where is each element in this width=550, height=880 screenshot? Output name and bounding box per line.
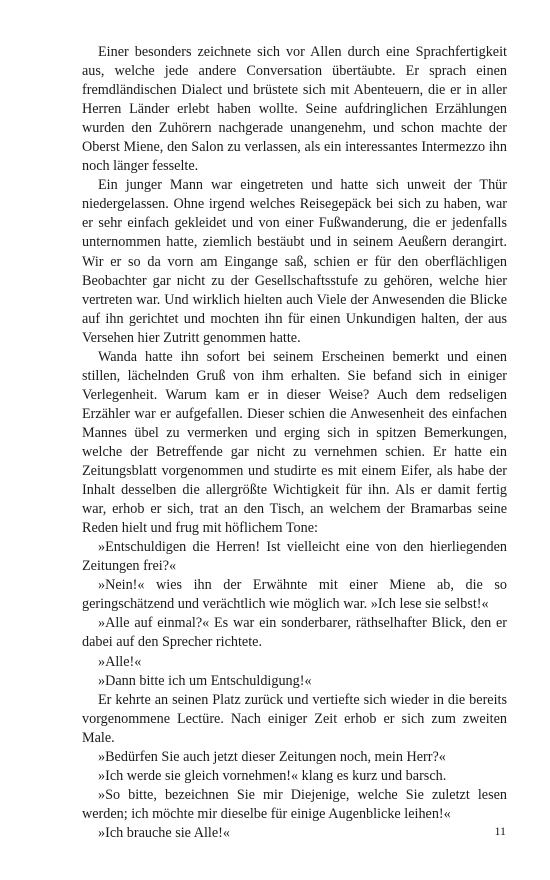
dialogue-line: »Alle!« (98, 653, 142, 670)
dialogue-line: »Dann bitte ich um Entschuldigung!« (98, 672, 312, 689)
dialogue-line: »Ich brauche sie Alle!« (98, 824, 230, 841)
dialogue-line: »Alle auf einmal?« Es war ein sonderbarer, räthselhafter Blick, den er dabei auf den Sprecher richtete. (82, 615, 507, 651)
dialogue-line: »Entschuldigen die Herren! Ist vielleicht eine von den hierliegenden Zeitungen frei?« (82, 539, 507, 575)
paragraph: Ein junger Mann war eingetreten und hatte sich unweit der Thür niedergelassen. Ohne irgend welches Reisegepäck bei sich zu haben, war er sehr einfach gekleidet und von einer Fußwanderung, die er jedenfalls unternommen hatte, ziemlich bestäubt und in seinem Aeußern derangirt. Wir er so da vorn am Eingange saß, schien er für den oberflächligen Beobachter gar nicht zu der Gesellschaftsstufe zu gehören, welche hier vertreten war. Und wirklich hielten auch Viele der Anwesenden die Blicke auf ihn gerichtet und mochten ihn für einen Unkundigen halten, der aus Versehen hier Zutritt genommen hatte. (82, 177, 507, 346)
page-number: 11 (494, 824, 506, 838)
paragraph: Wanda hatte ihn sofort bei seinem Erscheinen bemerkt und einen stillen, lächelnden Gruß von ihm erhalten. Sie befand sich in einiger Verlegenheit. Warum kam er in dieser Weise? Auch dem redseligen Erzähler war er aufgefallen. Dieser schien die Anwesenheit des einfachen Mannes übel zu vermerken und erging sich in spitzen Bemerkungen, welche der Betreffende gar nicht zu vernehmen schien. Er hatte ein Zeitungsblatt vorgenommen und studirte es mit einem Eifer, als habe der Inhalt desselben die allergrößte Wichtigkeit für ihn. Als er damit fertig war, erhob er sich, trat an den Tisch, an welchem der Bramarbas seine Reden hielt und frug mit höflichem Tone: (82, 348, 507, 537)
dialogue-line: »So bitte, bezeichnen Sie mir Diejenige, welche Sie zuletzt lesen werden; ich möchte mir dieselbe für einige Augenblicke leihen!« (82, 786, 507, 822)
paragraph: Er kehrte an seinen Platz zurück und vertiefte sich wieder in die bereits vorgenommene Lectüre. Nach einiger Zeit erhob er sich zum zweiten Male. (82, 691, 507, 746)
dialogue-line: »Ich werde sie gleich vornehmen!« klang es kurz und barsch. (98, 767, 447, 784)
dialogue-line: »Bedürfen Sie auch jetzt dieser Zeitungen noch, mein Herr?« (98, 748, 446, 765)
dialogue-line: »Nein!« wies ihn der Erwähnte mit einer Miene ab, die so geringschätzend und verächtlich wie möglich war. »Ich lese sie selbst!« (82, 577, 507, 613)
page-body-text (82, 43, 507, 843)
paragraph: Einer besonders zeichnete sich vor Allen durch eine Sprachfertigkeit aus, welche jede andere Conversation übertäubte. Er sprach einen fremdländischen Dialect und brüstete sich mit Abenteuern, die er in aller Herren Länder erlebt haben wollte. Seine aufdringlichen Erzählungen wurden den Zuhörern nachgerade unangenehm, und schon machte der Oberst Miene, den Salon zu verlassen, als ein interessantes Intermezzo ihn noch länger fesselte. (82, 44, 507, 175)
